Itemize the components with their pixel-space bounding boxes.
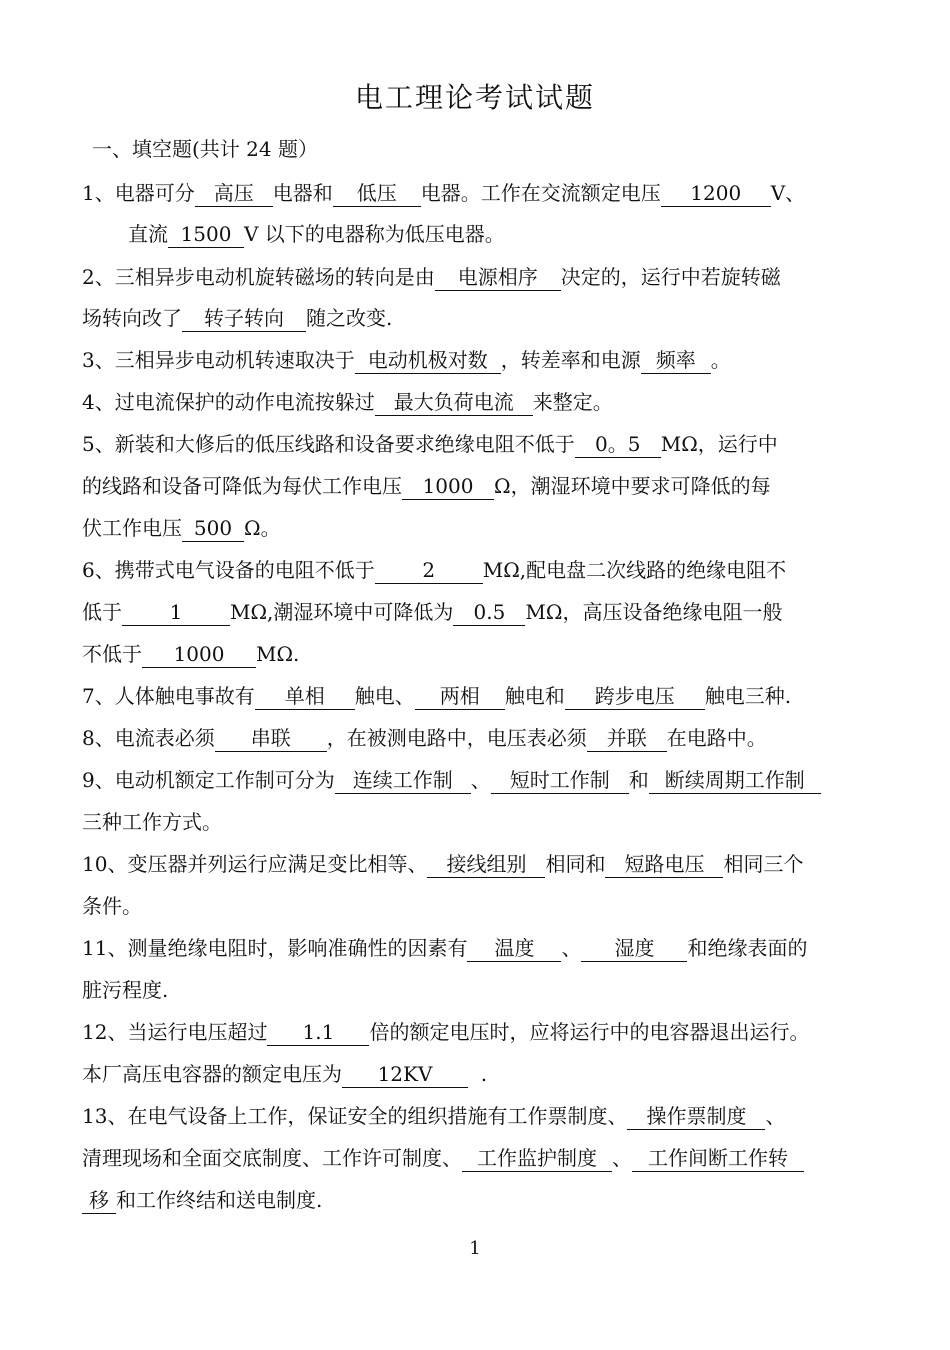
text: 、 bbox=[561, 936, 582, 960]
answer-blank: 转子转向 bbox=[182, 305, 306, 332]
text: Ω，潮湿环境中要求可降低的每 bbox=[494, 474, 771, 498]
question-9-line-1 bbox=[82, 764, 821, 794]
answer-blank: 操作票制度 bbox=[627, 1103, 765, 1130]
question-2-line-1 bbox=[82, 261, 781, 291]
text: 8、电流表必须 bbox=[82, 726, 215, 750]
text: 9、电动机额定工作制可分为 bbox=[82, 768, 335, 792]
text: 来整定。 bbox=[532, 390, 613, 414]
text: 13、在电气设备上工作，保证安全的组织措施有工作票制度、 bbox=[82, 1104, 628, 1128]
question-1-line-1 bbox=[82, 177, 805, 207]
text: 脏污程度. bbox=[82, 978, 169, 1002]
answer-blank: 工作间断工作转 bbox=[632, 1145, 804, 1172]
question-7-line-1 bbox=[82, 680, 791, 710]
answer-blank: 串联 bbox=[215, 725, 327, 752]
text: 11、测量绝缘电阻时，影响准确性的因素有 bbox=[82, 936, 468, 960]
text: 和 bbox=[628, 768, 649, 792]
text: 触电、 bbox=[354, 684, 415, 708]
text: 10、变压器并列运行应满足变比相等、 bbox=[82, 852, 428, 876]
answer-blank: 0.5 bbox=[453, 599, 525, 626]
answer-blank: 低压 bbox=[333, 180, 421, 207]
answer-blank: 1000 bbox=[402, 473, 494, 500]
page-title: 电工理论考试试题 bbox=[354, 81, 595, 114]
question-4-line-1 bbox=[82, 386, 613, 416]
question-6-line-3 bbox=[82, 638, 299, 668]
section-heading: 一、填空题(共计 24 题） bbox=[92, 137, 318, 161]
question-1-line-2 bbox=[128, 218, 505, 248]
page-number: 1 bbox=[469, 1238, 481, 1259]
text: 3、三相异步电动机转速取决于 bbox=[82, 348, 355, 372]
text: ，在被测电路中，电压表必须 bbox=[326, 726, 587, 750]
answer-blank: 电源相序 bbox=[435, 264, 561, 291]
question-5-line-1 bbox=[82, 428, 778, 458]
question-13-line-2 bbox=[82, 1142, 804, 1172]
answer-blank: 1.1 bbox=[267, 1019, 369, 1046]
text: 6、携带式电气设备的电阻不低于 bbox=[82, 558, 375, 582]
question-12-line-1 bbox=[82, 1016, 809, 1046]
answer-blank: 高压 bbox=[195, 180, 273, 207]
text: 、 bbox=[765, 1104, 786, 1128]
text: MΩ，运行中 bbox=[660, 432, 778, 456]
text: 三种工作方式。 bbox=[82, 810, 222, 834]
text: V 以下的电器称为低压电器。 bbox=[244, 222, 505, 246]
answer-blank: 短路电压 bbox=[605, 851, 723, 878]
question-8-line-1 bbox=[82, 722, 767, 752]
answer-blank: 温度 bbox=[467, 935, 561, 962]
text: 触电三种. bbox=[704, 684, 792, 708]
answer-blank: 接线组别 bbox=[427, 851, 545, 878]
text: 本厂高压电容器的额定电压为 bbox=[82, 1062, 342, 1086]
answer-blank: 工作监护制度 bbox=[462, 1145, 612, 1172]
text: 4、过电流保护的动作电流按躲过 bbox=[82, 390, 375, 414]
text: 决定的，运行中若旋转磁 bbox=[560, 265, 781, 289]
question-9-line-2 bbox=[82, 806, 222, 835]
question-10-line-2 bbox=[82, 890, 142, 919]
question-3-line-1 bbox=[82, 344, 731, 374]
text: . bbox=[480, 1062, 488, 1086]
text: V、 bbox=[770, 181, 806, 205]
text: 、 bbox=[470, 768, 491, 792]
text: 、 bbox=[612, 1146, 632, 1170]
question-11-line-1 bbox=[82, 932, 807, 962]
text: 条件。 bbox=[82, 894, 142, 918]
answer-blank: 1200 bbox=[661, 180, 771, 207]
question-13-line-3 bbox=[82, 1184, 322, 1214]
answer-blank: 湿度 bbox=[581, 935, 687, 962]
text: MΩ. bbox=[256, 642, 300, 666]
question-12-line-2 bbox=[82, 1058, 487, 1088]
text: 随之改变. bbox=[306, 306, 393, 330]
question-5-line-2 bbox=[82, 470, 771, 500]
text: 不低于 bbox=[82, 642, 142, 666]
text: 和工作终结和送电制度. bbox=[116, 1188, 323, 1212]
text: 在电路中。 bbox=[666, 726, 767, 750]
answer-blank: 1 bbox=[122, 599, 230, 626]
text: MΩ,潮湿环境中可降低为 bbox=[230, 600, 454, 624]
question-11-line-2 bbox=[82, 974, 168, 1003]
text: 2、三相异步电动机旋转磁场的转向是由 bbox=[82, 265, 435, 289]
text: 低于 bbox=[82, 600, 122, 624]
answer-blank: 两相 bbox=[415, 683, 505, 710]
question-10-line-1 bbox=[82, 848, 803, 878]
text: MΩ,配电盘二次线路的绝缘电阻不 bbox=[482, 558, 787, 582]
text: 电器和 bbox=[272, 181, 333, 205]
text: 12、当运行电压超过 bbox=[82, 1020, 268, 1044]
text: 电器。工作在交流额定电压 bbox=[420, 181, 661, 205]
text: 相同和 bbox=[545, 852, 606, 876]
question-6-line-1 bbox=[82, 554, 786, 584]
text: MΩ，高压设备绝缘电阻一般 bbox=[525, 600, 783, 624]
text: 伏工作电压 bbox=[82, 516, 182, 540]
question-2-line-2 bbox=[82, 302, 392, 332]
answer-blank: 频率 bbox=[641, 347, 711, 374]
answer-blank: 1500 bbox=[168, 221, 244, 248]
answer-blank: 最大负荷电流 bbox=[375, 389, 533, 416]
answer-blank: 500 bbox=[182, 515, 244, 542]
text: 7、人体触电事故有 bbox=[82, 684, 255, 708]
text: 清理现场和全面交底制度、工作许可制度、 bbox=[82, 1146, 462, 1170]
answer-blank: 移 bbox=[82, 1187, 116, 1214]
question-6-line-2 bbox=[82, 596, 782, 626]
text: 倍的额定电压时，应将运行中的电容器退出运行。 bbox=[369, 1020, 810, 1044]
question-13-line-1 bbox=[82, 1100, 785, 1130]
text: 的线路和设备可降低为每伏工作电压 bbox=[82, 474, 402, 498]
answer-blank: 并联 bbox=[587, 725, 667, 752]
answer-blank: 0。5 bbox=[575, 431, 661, 458]
text: 触电和 bbox=[504, 684, 565, 708]
text: 5、新装和大修后的低压线路和设备要求绝缘电阻不低于 bbox=[82, 432, 575, 456]
answer-blank: 单相 bbox=[255, 683, 355, 710]
text: Ω。 bbox=[244, 516, 281, 540]
answer-blank: 12KV bbox=[342, 1061, 468, 1088]
text: 1、电器可分 bbox=[82, 181, 195, 205]
answer-blank: 电动机极对数 bbox=[355, 347, 501, 374]
answer-blank: 连续工作制 bbox=[335, 767, 471, 794]
text: ，转差率和电源 bbox=[500, 348, 641, 372]
text: 场转向改了 bbox=[82, 306, 182, 330]
text: 相同三个 bbox=[723, 852, 804, 876]
answer-blank: 断续周期工作制 bbox=[649, 767, 821, 794]
answer-blank: 短时工作制 bbox=[491, 767, 629, 794]
text: 。 bbox=[710, 348, 731, 372]
question-5-line-3 bbox=[82, 512, 281, 542]
text: 直流 bbox=[128, 222, 168, 246]
answer-blank: 2 bbox=[375, 557, 483, 584]
answer-blank: 1000 bbox=[142, 641, 256, 668]
text: 和绝缘表面的 bbox=[687, 936, 808, 960]
answer-blank: 跨步电压 bbox=[565, 683, 705, 710]
